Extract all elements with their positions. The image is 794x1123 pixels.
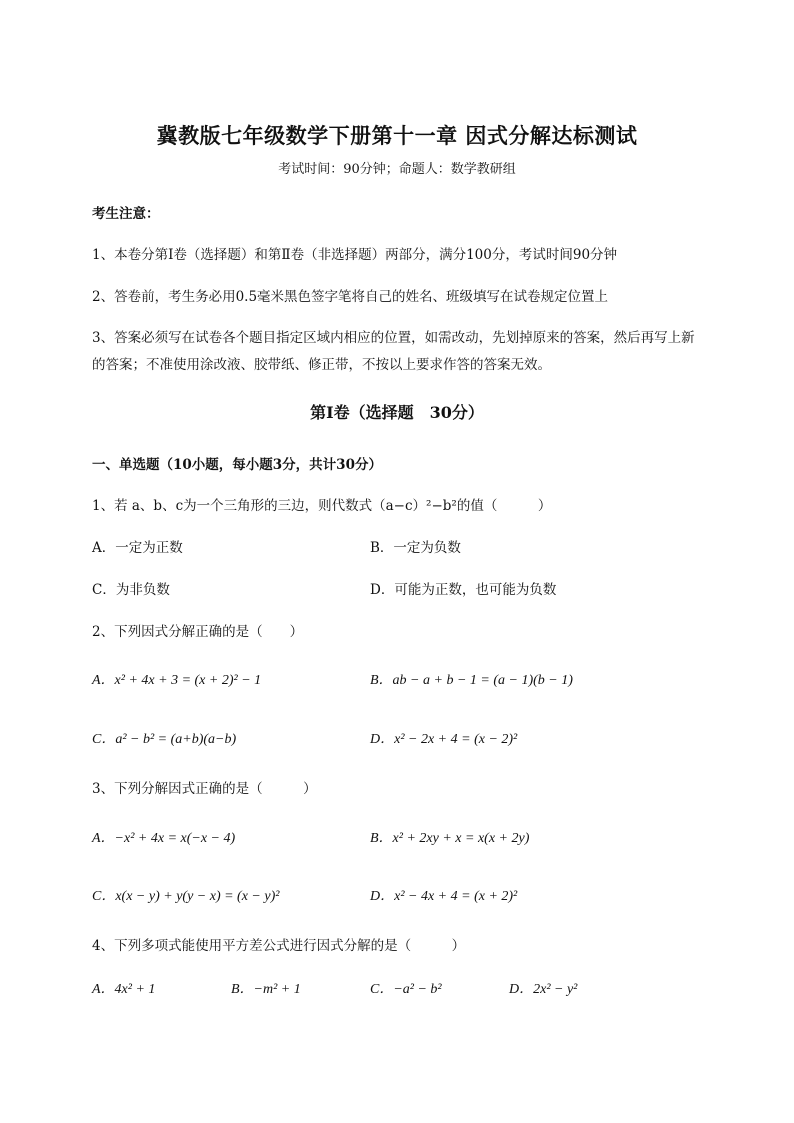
notice-item-3: 3、答案必须写在试卷各个题目指定区域内相应的位置，如需改动，先划掉原来的答案，然后再写上新 [92, 330, 695, 346]
question-2-stem: 2、下列因式分解正确的是（ ） [92, 624, 304, 640]
question-1-option-d: D．可能为正数，也可能为负数 [370, 582, 557, 598]
question-3-stem: 3、下列分解因式正确的是（ ） [92, 781, 317, 797]
question-3-option-a: A．−x² + 4x = x(−x − 4) [92, 831, 236, 846]
notice-heading: 考生注意： [92, 206, 160, 222]
exam-subtitle: 考试时间：90分钟；命题人：数学教研组 [278, 162, 516, 177]
question-4-option-a: A．4x² + 1 [92, 982, 156, 997]
question-2-option-c: C．a² − b² = (a+b)(a−b) [92, 732, 237, 747]
notice-item-3-cont: 的答案；不准使用涂改液、胶带纸、修正带，不按以上要求作答的答案无效。 [92, 357, 551, 373]
question-4-option-b: B．−m² + 1 [231, 982, 301, 997]
part-heading: 一、单选题（10小题，每小题3分，共计30分） [92, 457, 382, 473]
question-4-option-c: C．−a² − b² [370, 982, 442, 997]
exam-title: 冀教版七年级数学下册第十一章 因式分解达标测试 [156, 123, 638, 148]
question-1-option-c: C．为非负数 [92, 582, 170, 598]
question-3-option-b: B．x² + 2xy + x = x(x + 2y) [370, 831, 530, 846]
question-1-option-a: A．一定为正数 [92, 540, 183, 556]
section-title: 第I卷（选择题 30分） [310, 403, 484, 422]
question-4-stem: 4、下列多项式能使用平方差公式进行因式分解的是（ ） [92, 938, 466, 954]
question-1-stem: 1、若 a、b、c为一个三角形的三边，则代数式（a−c）²−b²的值（ ） [92, 498, 552, 514]
question-4-option-d: D．2x² − y² [509, 982, 578, 997]
question-3-option-c: C．x(x − y) + y(y − x) = (x − y)² [92, 889, 280, 904]
question-3-option-d: D．x² − 4x + 4 = (x + 2)² [370, 889, 518, 904]
notice-item-1: 1、本卷分第I卷（选择题）和第Ⅱ卷（非选择题）两部分，满分100分，考试时间90分钟 [92, 247, 618, 263]
question-2-option-d: D．x² − 2x + 4 = (x − 2)² [370, 732, 518, 747]
notice-item-2: 2、答卷前，考生务必用0.5毫米黑色签字笔将自己的姓名、班级填写在试卷规定位置上 [92, 289, 609, 305]
question-2-option-a: A．x² + 4x + 3 = (x + 2)² − 1 [92, 673, 262, 688]
question-1-option-b: B．一定为负数 [370, 540, 461, 556]
question-2-option-b: B．ab − a + b − 1 = (a − 1)(b − 1) [370, 673, 573, 688]
